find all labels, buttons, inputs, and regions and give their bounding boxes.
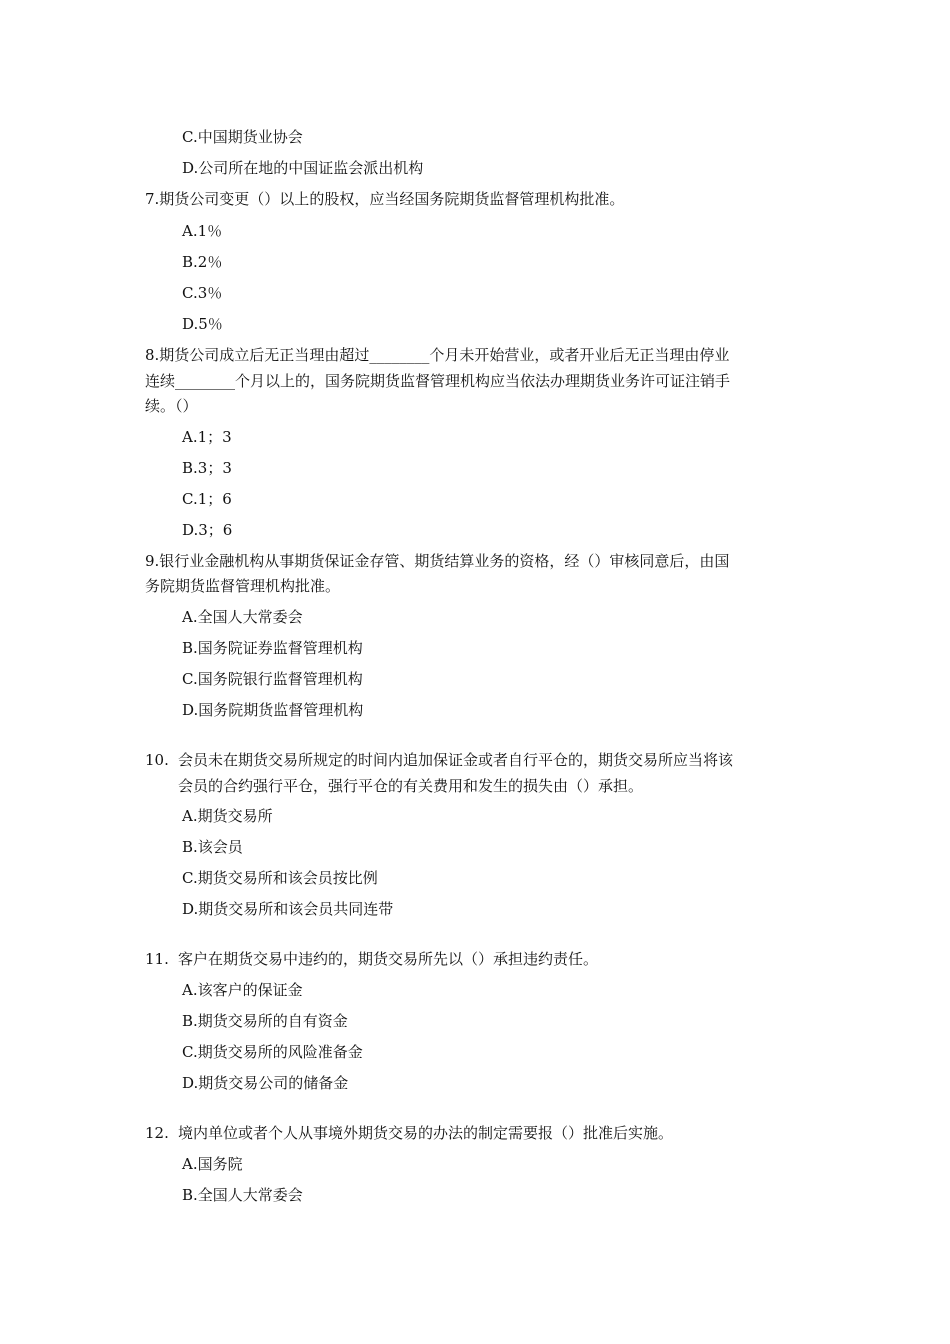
option-q7-c: C.3％ <box>182 284 223 302</box>
option-q9-d: D.国务院期货监督管理机构 <box>182 701 364 719</box>
option-q11-d: D.期货交易公司的储备金 <box>182 1074 349 1092</box>
option-q10-c: C.期货交易所和该会员按比例 <box>182 869 378 887</box>
option-q12-a: A.国务院 <box>182 1155 243 1173</box>
question-12-text: 境内单位或者个人从事境外期货交易的办法的制定需要报（）批准后实施。 <box>178 1124 674 1142</box>
question-8-text-line1: 8.期货公司成立后无正当理由超过________个月未开始营业，或者开业后无正当理由停业 <box>145 346 730 364</box>
option-q8-a: A.1；3 <box>182 428 232 446</box>
option-q7-a: A.1％ <box>182 222 223 240</box>
option-q8-d: D.3；6 <box>182 521 233 539</box>
question-8-text-line3: 续。（） <box>145 397 198 415</box>
question-11-text: 客户在期货交易中违约的，期货交易所先以（）承担违约责任。 <box>178 950 599 968</box>
question-9-text-line2: 务院期货监督管理机构批准。 <box>145 577 341 595</box>
option-q12-b: B.全国人大常委会 <box>182 1186 303 1204</box>
question-10-text-line1: 会员未在期货交易所规定的时间内追加保证金或者自行平仓的，期货交易所应当将该 <box>178 751 734 769</box>
option-q10-a: A.期货交易所 <box>182 807 273 825</box>
question-10-number: 10. <box>145 751 169 769</box>
option-q10-b: B.该会员 <box>182 838 243 856</box>
option-q11-b: B.期货交易所的自有资金 <box>182 1012 348 1030</box>
option-q9-a: A.全国人大常委会 <box>182 608 303 626</box>
question-7-text: 7.期货公司变更（）以上的股权，应当经国务院期货监督管理机构批准。 <box>145 190 625 208</box>
question-12-number: 12. <box>145 1124 169 1142</box>
option-q6-d: D.公司所在地的中国证监会派出机构 <box>182 159 424 177</box>
question-8-text-line2: 连续________个月以上的，国务院期货监督管理机构应当依法办理期货业务许可证注销手 <box>145 372 731 390</box>
question-9-text-line1: 9.银行业金融机构从事期货保证金存管、期货结算业务的资格，经（）审核同意后，由国 <box>145 552 730 570</box>
option-q8-b: B.3；3 <box>182 459 232 477</box>
option-q11-c: C.期货交易所的风险准备金 <box>182 1043 363 1061</box>
option-q9-c: C.国务院银行监督管理机构 <box>182 670 363 688</box>
option-q11-a: A.该客户的保证金 <box>182 981 303 999</box>
option-q9-b: B.国务院证券监督管理机构 <box>182 639 363 657</box>
option-q8-c: C.1；6 <box>182 490 232 508</box>
option-q10-d: D.期货交易所和该会员共同连带 <box>182 900 394 918</box>
question-11-number: 11. <box>145 950 169 968</box>
option-q7-b: B.2％ <box>182 253 223 271</box>
question-10-text-line2: 会员的合约强行平仓，强行平仓的有关费用和发生的损失由（）承担。 <box>178 777 644 795</box>
option-q7-d: D.5％ <box>182 315 223 333</box>
option-q6-c: C.中国期货业协会 <box>182 128 303 146</box>
